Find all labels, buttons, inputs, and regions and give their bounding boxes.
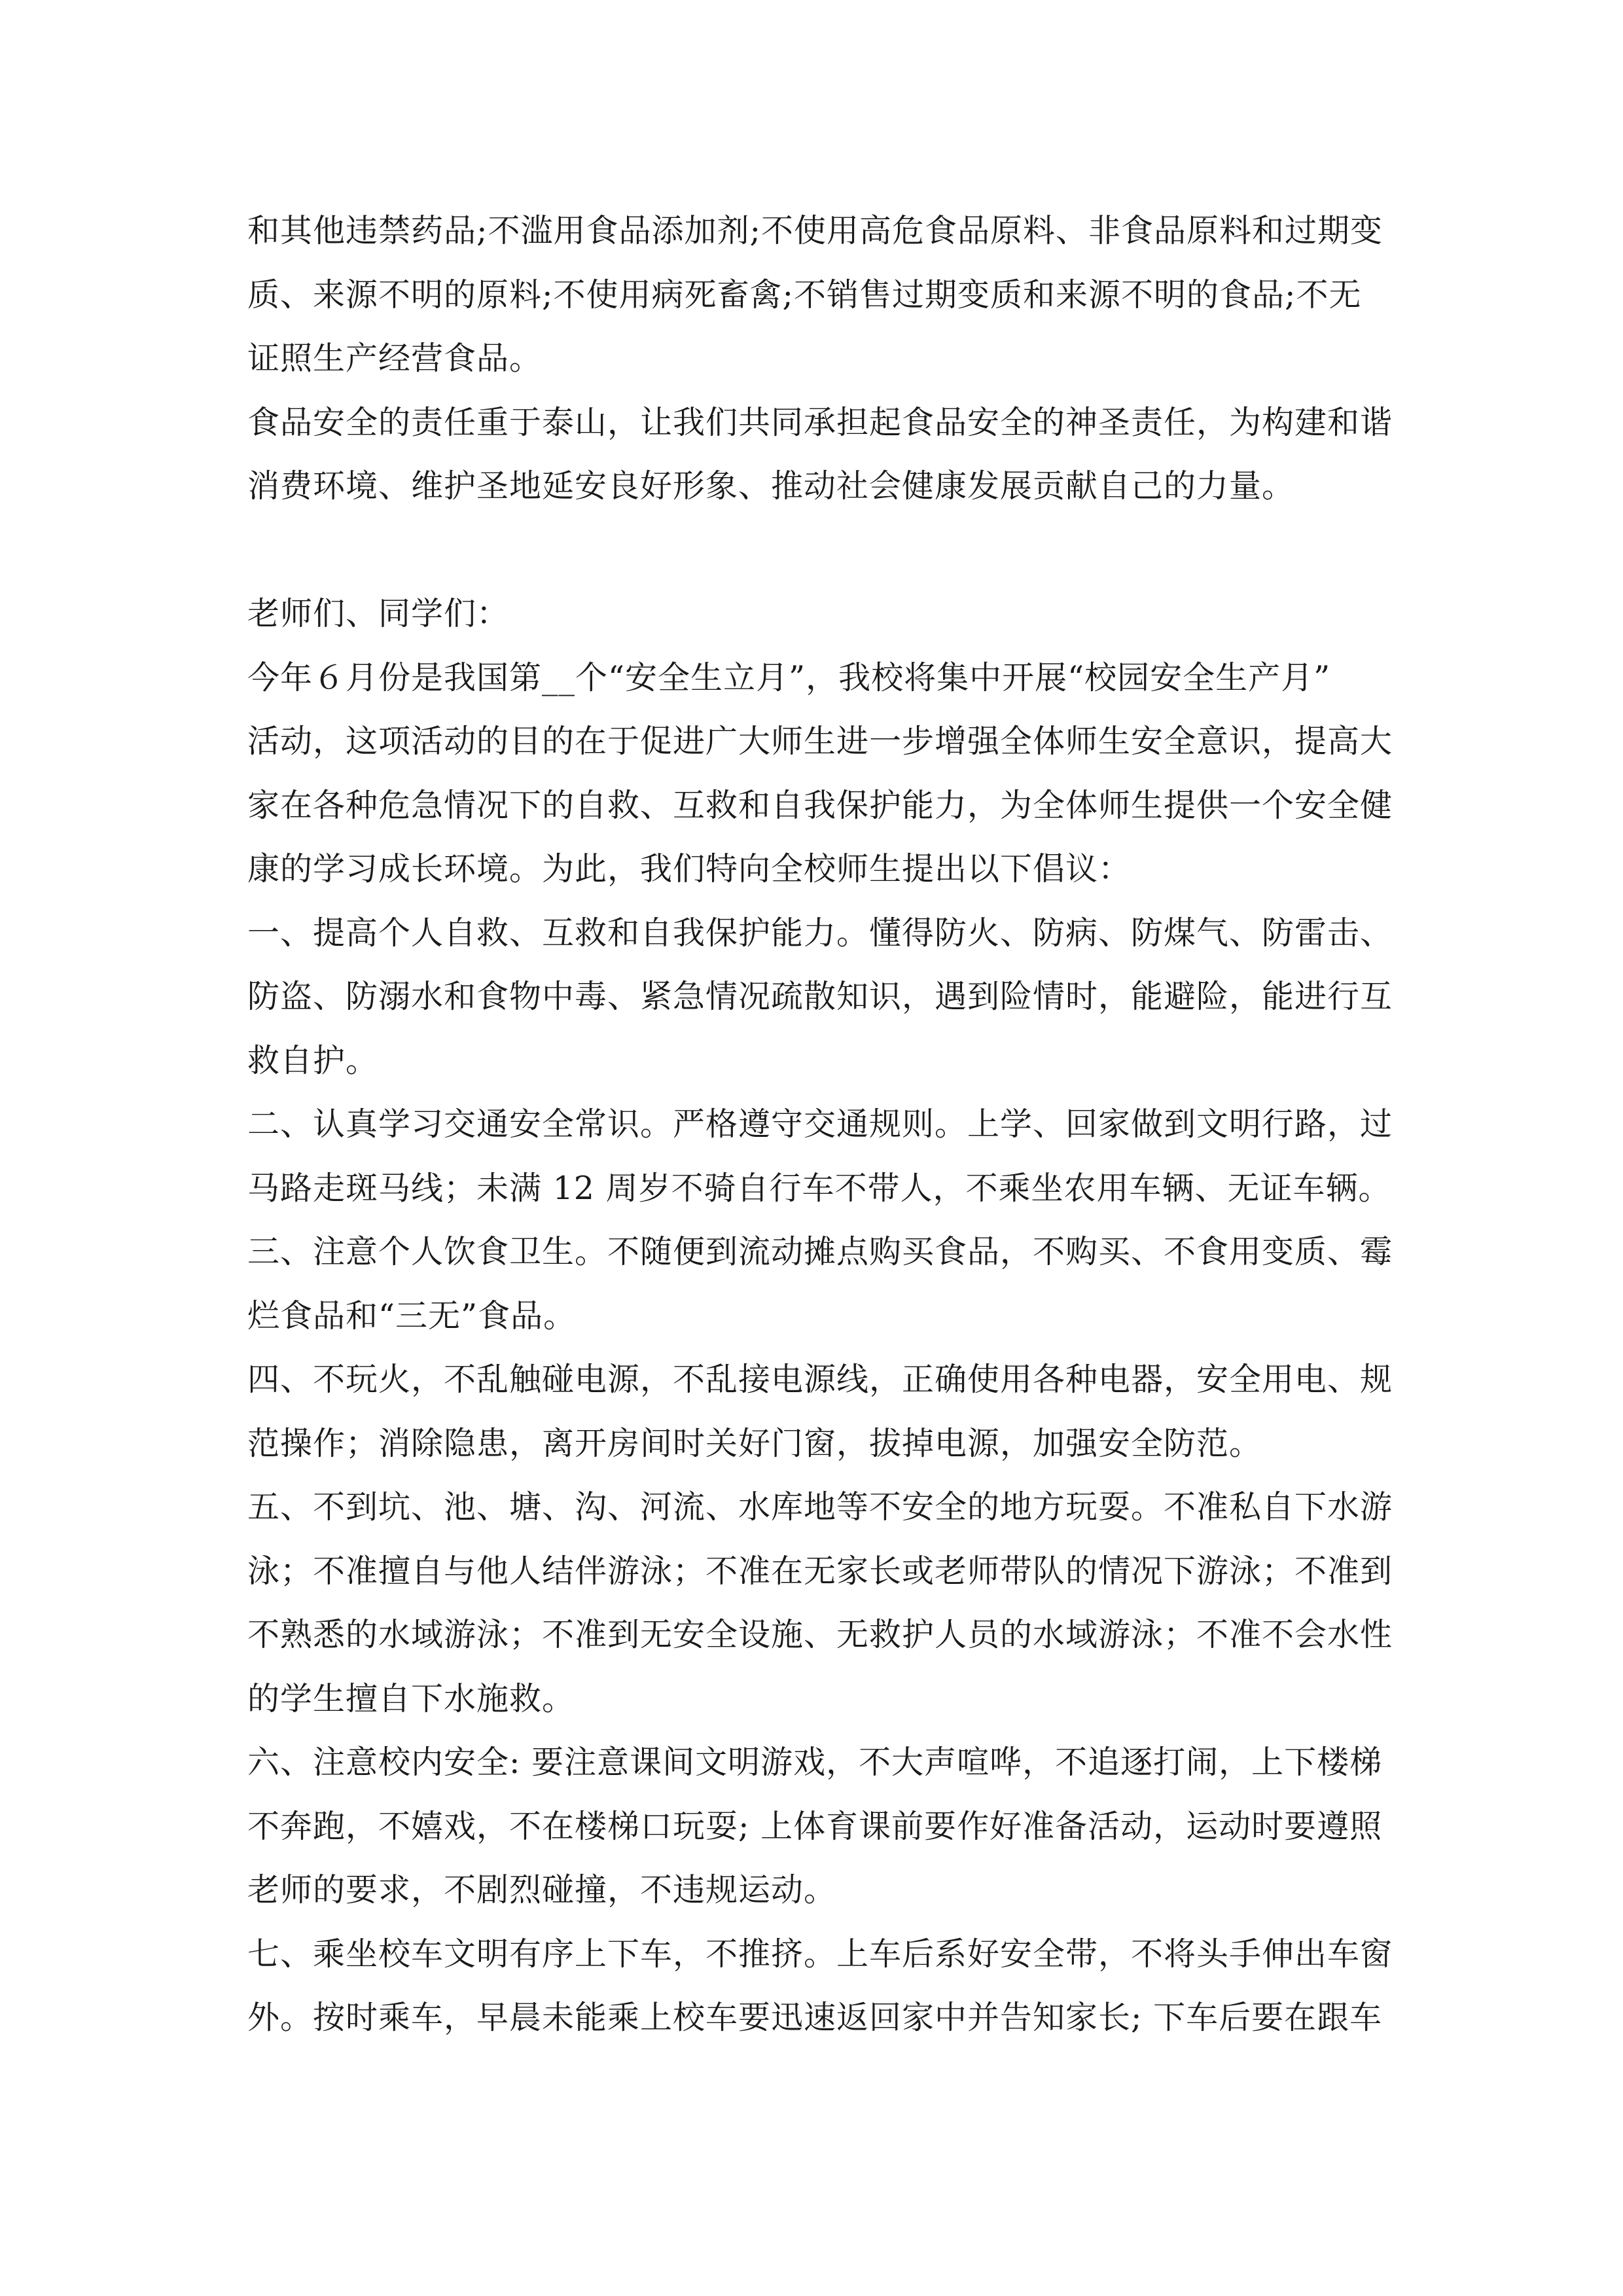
text-line: 活动，这项活动的目的在于促进广大师生进一步增强全体师生安全意识，提高大: [247, 723, 1393, 760]
text-line: 五、不到坑、池、塘、沟、河流、水库地等不安全的地方玩耍。不准私自下水游: [247, 1488, 1393, 1526]
text-line: 七、乘坐校车文明有序上下车，不推挤。上车后系好安全带，不将头手伸出车窗: [247, 1935, 1393, 1973]
text-line: 不奔跑，不嬉戏，不在楼梯口玩耍; 上体育课前要作好准备活动，运动时要遵照: [247, 1807, 1383, 1845]
text-line: 范操作；消除隐患，离开房间时关好门窗，拔掉电源，加强安全防范。: [247, 1424, 1262, 1462]
text-line: 康的学习成长环境。为此，我们特向全校师生提出以下倡议：: [247, 850, 1132, 888]
text-line: 质、来源不明的原料;不使用病死畜禽;不销售过期变质和来源不明的食品;不无: [247, 276, 1362, 314]
text-line: 六、注意校内安全: 要注意课间文明游戏，不大声喧哗，不追逐打闹，上下楼梯: [247, 1744, 1383, 1781]
text-line: 救自护。: [247, 1041, 379, 1079]
text-line: 食品安全的责任重于泰山，让我们共同承担起食品安全的神圣责任，为构建和谐: [247, 403, 1393, 441]
text-line: 消费环境、维护圣地延安良好形象、推动社会健康发展贡献自己的力量。: [247, 467, 1295, 505]
text-line: 老师的要求，不剧烈碰撞，不违规运动。: [247, 1871, 837, 1909]
text-line: 泳；不准擅自与他人结伴游泳；不准在无家长或老师带队的情况下游泳；不准到: [247, 1552, 1393, 1590]
campus-safety-section: [247, 582, 1399, 2050]
text-line: 外。按时乘车，早晨未能乘上校车要迅速返回家中并告知家长; 下车后要在跟车: [247, 1999, 1383, 2036]
text-line: 二、认真学习交通安全常识。严格遵守交通规则。上学、回家做到文明行路，过: [247, 1105, 1393, 1143]
text-line: 老师们、同学们：: [247, 595, 510, 632]
text-line: 烂食品和“三无”食品。: [247, 1297, 577, 1335]
section-gap: [247, 518, 1399, 583]
text-line: 证照生产经营食品。: [247, 340, 543, 377]
text-line: 和其他违禁药品;不滥用食品添加剂;不使用高危食品原料、非食品原料和过期变: [247, 212, 1383, 249]
text-line: 家在各种危急情况下的自救、互救和自我保护能力，为全体师生提供一个安全健: [247, 786, 1393, 824]
text-line: 一、提高个人自救、互救和自我保护能力。懂得防火、防病、防煤气、防雷击、: [247, 914, 1393, 952]
text-line: 的学生擅自下水施救。: [247, 1679, 575, 1717]
text-line: 马路走斑马线；未满 12 周岁不骑自行车不带人，不乘坐农用车辆、无证车辆。: [247, 1169, 1391, 1207]
text-line: 今年６月份是我国第__个“安全生立月”，我校将集中开展“校园安全生产月”: [247, 658, 1331, 696]
text-line: 防盗、防溺水和食物中毒、紧急情况疏散知识，遇到险情时，能避险，能进行互: [247, 978, 1393, 1015]
text-line: 三、注意个人饮食卫生。不随便到流动摊点购买食品，不购买、不食用变质、霉: [247, 1233, 1393, 1270]
food-safety-section: [247, 199, 1399, 518]
document-body: [247, 199, 1399, 2050]
text-line: 四、不玩火，不乱触碰电源，不乱接电源线，正确使用各种电器，安全用电、规: [247, 1361, 1393, 1398]
text-line: 不熟悉的水域游泳；不准到无安全设施、无救护人员的水域游泳；不准不会水性: [247, 1616, 1393, 1653]
